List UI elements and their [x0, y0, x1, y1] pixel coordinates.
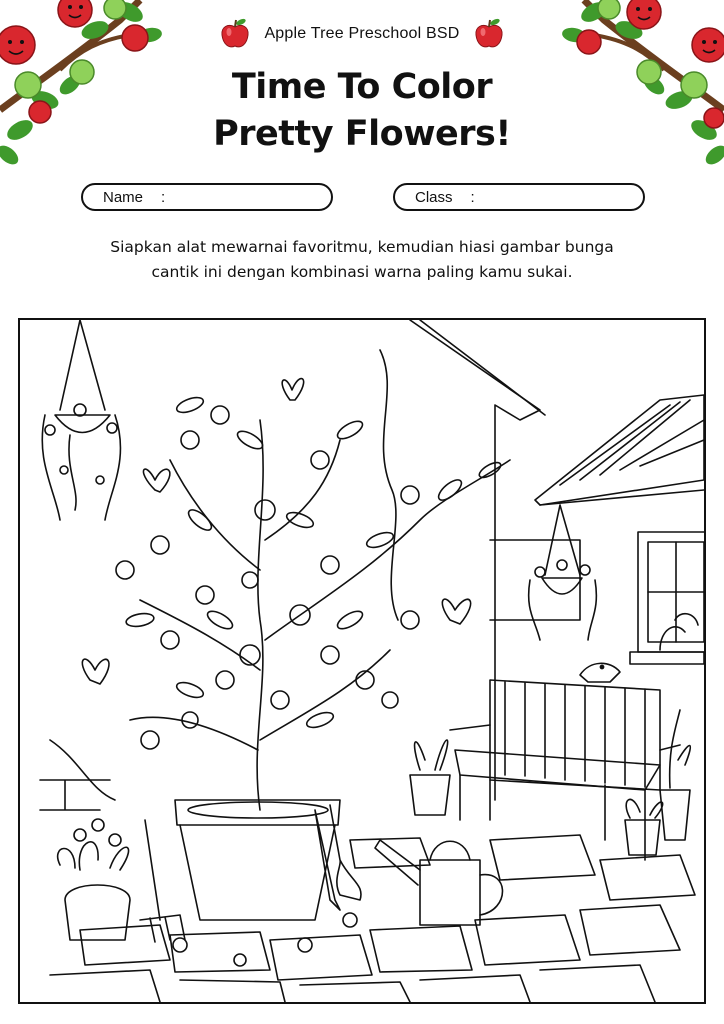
class-colon: : [470, 188, 475, 206]
class-label: Class [415, 188, 453, 206]
hanging-plant-left [42, 320, 120, 520]
coloring-picture-frame [18, 318, 706, 1004]
name-label: Name [103, 188, 144, 206]
class-field[interactable] [393, 183, 645, 211]
name-colon: : [161, 188, 166, 206]
roof [535, 395, 704, 505]
school-row [0, 18, 724, 50]
coloring-picture [20, 320, 704, 1002]
watering-can [375, 840, 503, 925]
garden-bench [450, 663, 680, 860]
flower-tree [130, 420, 510, 810]
title-line-1: Time To Color [231, 67, 493, 107]
window [630, 532, 704, 664]
small-flower-pots [58, 710, 691, 940]
instructions-line-1: Siapkan alat mewarnai favoritmu, kemudian hiasi gambar bunga [110, 238, 614, 256]
school-name: Apple Tree Preschool BSD [264, 25, 460, 42]
large-flower-pot [175, 800, 340, 920]
instructions-line-2: cantik ini dengan kombinasi warna paling kamu sukai. [151, 263, 573, 281]
instructions [60, 235, 664, 285]
house-wall [40, 320, 580, 810]
header [0, 18, 724, 50]
apple-icon [474, 18, 504, 50]
tree-blossoms [116, 406, 419, 749]
ground-flowers [173, 913, 357, 966]
title-line-2: Pretty Flowers! [213, 114, 511, 154]
page-title [0, 64, 724, 158]
name-field[interactable] [81, 183, 333, 211]
apple-icon [220, 18, 250, 50]
